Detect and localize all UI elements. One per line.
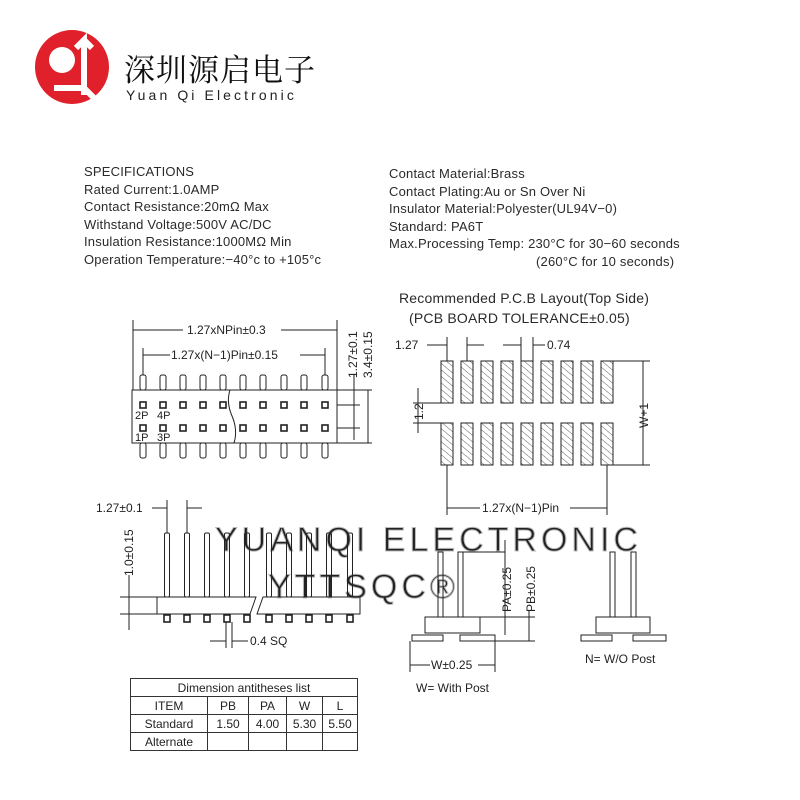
pcb-pad	[501, 361, 513, 403]
spec-line: Withstand Voltage:500V AC/DC	[84, 216, 272, 232]
pin-square	[322, 425, 328, 431]
dim-pa: PA±0.25	[500, 566, 514, 612]
pin-square	[160, 425, 166, 431]
pcb-pad	[501, 423, 513, 465]
spec-line: (260°C for 10 seconds)	[536, 253, 675, 269]
side-pin-foot	[204, 615, 210, 622]
dim-standoff: 1.0±0.15	[122, 529, 136, 576]
pcb-layout-drawing	[413, 337, 650, 515]
dim-w: W±0.25	[431, 658, 473, 672]
table-cell: 5.50	[323, 715, 358, 733]
pin-top	[322, 375, 328, 390]
brand-name-cn: 深圳源启电子	[124, 53, 316, 89]
table-cell: 1.50	[208, 715, 249, 733]
dim-pcb-height: W+1	[637, 402, 651, 428]
spec-line: Max.Processing Temp: 230°C for 30−60 seconds	[389, 236, 680, 251]
table-title: Dimension antitheses list	[131, 679, 358, 697]
side-pin	[165, 533, 170, 597]
pin-bottom	[160, 443, 166, 458]
pin-square	[220, 402, 226, 408]
label-without-post: N= W/O Post	[585, 652, 656, 666]
pin-top	[240, 375, 246, 390]
side-pin-foot	[286, 615, 292, 622]
table-row	[131, 733, 358, 751]
watermark-line2: YTTSQC®	[268, 568, 459, 606]
with-post-body	[425, 617, 480, 633]
pin-bottom	[260, 443, 266, 458]
table-cell	[249, 733, 287, 751]
table-header-row	[131, 697, 358, 715]
dim-height: 3.4±0.15	[361, 331, 375, 378]
pcb-layout-subtitle: (PCB BOARD TOLERANCE±0.05)	[409, 310, 630, 326]
spec-line: Rated Current:1.0AMP	[84, 181, 220, 197]
label-with-post: W= With Post	[416, 681, 490, 695]
dim-pb: PB±0.25	[524, 566, 538, 612]
pin-top	[301, 375, 307, 390]
without-post-body	[596, 617, 650, 633]
pcb-pad	[601, 423, 613, 465]
table-row	[131, 715, 358, 733]
side-pin-foot	[244, 615, 250, 622]
pin-label-1p: 1P	[135, 432, 149, 444]
pin-square	[260, 402, 266, 408]
table-cell	[323, 733, 358, 751]
pin-square	[200, 402, 206, 408]
pin-square	[220, 425, 226, 431]
pin-square	[140, 425, 146, 431]
pcb-pad	[541, 423, 553, 465]
table-cell: Alternate	[131, 733, 208, 751]
dim-overall-length: 1.27xNPin±0.3	[187, 323, 266, 337]
dim-pad-pitch: 1.27	[395, 338, 419, 352]
pin-square	[240, 402, 246, 408]
pin-square	[140, 402, 146, 408]
side-pin	[185, 533, 190, 597]
pcb-pad	[461, 423, 473, 465]
spec-line: Insulation Resistance:1000MΩ Min	[84, 234, 292, 249]
pcb-pad	[481, 361, 493, 403]
spec-line: Standard: PA6T	[389, 218, 484, 234]
pin-bottom	[140, 443, 146, 458]
dim-pcb-span: 1.27x(N−1)Pin	[482, 501, 560, 515]
dimension-table	[130, 678, 358, 751]
pin-top	[260, 375, 266, 390]
dim-pin-span: 1.27x(N−1)Pin±0.15	[171, 348, 278, 362]
header-cell: ITEM	[131, 697, 208, 715]
side-pin-foot	[347, 615, 353, 622]
pcb-pad	[441, 361, 453, 403]
pin-bottom	[301, 443, 307, 458]
side-pin-foot	[164, 615, 170, 622]
pin-top	[140, 375, 146, 390]
pin-bottom	[200, 443, 206, 458]
spec-line: SPECIFICATIONS	[84, 164, 195, 179]
pin-bottom	[180, 443, 186, 458]
pin-top	[180, 375, 186, 390]
watermark-line1: YUANQI ELECTRONIC	[215, 521, 642, 559]
pcb-pad	[561, 361, 573, 403]
pin-square	[180, 402, 186, 408]
pin-square	[301, 402, 307, 408]
spec-line: Contact Material:Brass	[389, 166, 525, 181]
pcb-pad	[521, 423, 533, 465]
pcb-pad	[601, 361, 613, 403]
pin-square	[180, 425, 186, 431]
header-cell: L	[323, 697, 358, 715]
pin-top	[220, 375, 226, 390]
pcb-pad	[481, 423, 493, 465]
side-pin-foot	[266, 615, 272, 622]
pcb-layout-title: Recommended P.C.B Layout(Top Side)	[399, 290, 650, 306]
header-cell: W	[287, 697, 323, 715]
spec-line: Contact Resistance:20mΩ Max	[84, 199, 269, 214]
table-cell: 5.30	[287, 715, 323, 733]
table-cell: Standard	[131, 715, 208, 733]
pcb-pad	[581, 423, 593, 465]
spec-line: Operation Temperature:−40°c to +105°c	[84, 251, 322, 267]
pin-top	[281, 375, 287, 390]
dim-pin-size: 0.4 SQ	[250, 634, 288, 648]
pin-square	[260, 425, 266, 431]
pin-square	[281, 425, 287, 431]
spec-line: Contact Plating:Au or Sn Over Ni	[389, 183, 586, 199]
pcb-pad	[441, 423, 453, 465]
pin-bottom	[240, 443, 246, 458]
side-pin-foot	[224, 615, 230, 622]
pin-top	[160, 375, 166, 390]
pin-square	[200, 425, 206, 431]
pin-bottom	[322, 443, 328, 458]
break-line	[228, 390, 235, 443]
side-view-body-left	[157, 597, 256, 614]
dim-row-pitch: 1.27±0.1	[346, 331, 360, 378]
pin-label-2p: 2P	[135, 410, 149, 422]
table-cell: 4.00	[249, 715, 287, 733]
pin-square	[160, 402, 166, 408]
pin-label-3p: 3P	[157, 432, 171, 444]
side-pin-foot	[306, 615, 312, 622]
pin-square	[240, 425, 246, 431]
header-cell: PB	[208, 697, 249, 715]
pcb-pad	[561, 423, 573, 465]
table-cell	[287, 733, 323, 751]
dim-row-gap: 1.2	[412, 403, 426, 420]
side-pin-foot	[326, 615, 332, 622]
pin-bottom	[281, 443, 287, 458]
pin-label-4p: 4P	[157, 410, 171, 422]
pin-bottom	[220, 443, 226, 458]
pin-top	[200, 375, 206, 390]
spec-line: Insulator Material:Polyester(UL94V−0)	[389, 201, 618, 216]
pcb-pad	[581, 361, 593, 403]
dim-pad-width: 0.74	[547, 338, 571, 352]
pcb-pad	[521, 361, 533, 403]
side-pin	[205, 533, 210, 597]
header-cell: PA	[249, 697, 287, 715]
pin-square	[281, 402, 287, 408]
side-pin-foot	[184, 615, 190, 622]
pin-square	[301, 425, 307, 431]
pin-square	[322, 402, 328, 408]
table-cell	[208, 733, 249, 751]
pcb-pad	[461, 361, 473, 403]
dim-side-pitch: 1.27±0.1	[96, 501, 143, 515]
brand-name-en: Yuan Qi Electronic	[126, 87, 297, 103]
pcb-pad	[541, 361, 553, 403]
